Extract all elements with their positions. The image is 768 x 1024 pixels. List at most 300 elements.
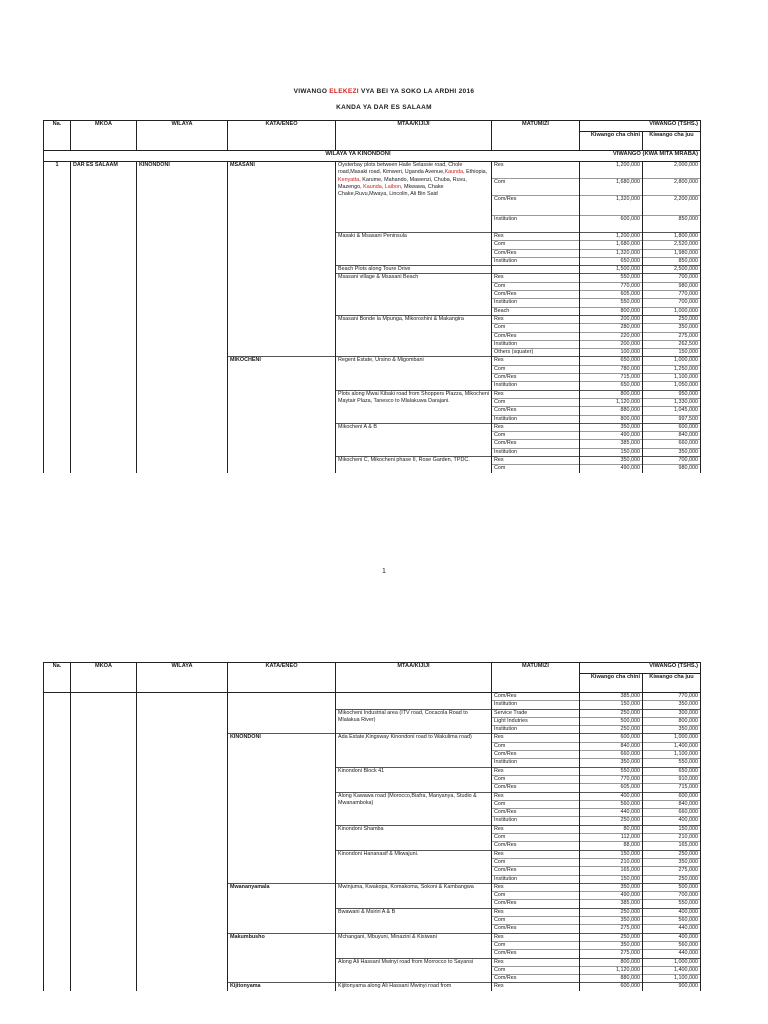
cell-kiwango-juu: 2,000,000 (643, 162, 701, 179)
cell-matumizi: Light Indutries (492, 717, 580, 725)
cell-wilaya (137, 315, 228, 323)
cell-matumizi: Res (492, 825, 580, 833)
cell-wilaya (137, 975, 228, 983)
cell-no (44, 975, 71, 983)
cell-kiwango-chini: 550,000 (580, 767, 643, 775)
cell-no (44, 349, 71, 357)
cell-mkoa (71, 751, 137, 759)
cell-kiwango-chini: 1,500,000 (580, 266, 643, 274)
cell-no (44, 374, 71, 382)
cell-kata (228, 324, 336, 332)
cell-mkoa (71, 892, 137, 900)
cell-matumizi: Res (492, 390, 580, 398)
cell-wilaya (137, 423, 228, 431)
cell-mkoa (71, 834, 137, 842)
cell-kata (228, 415, 336, 423)
cell-wilaya (137, 332, 228, 340)
cell-kiwango-chini: 250,000 (580, 933, 643, 941)
cell-no (44, 324, 71, 332)
cell-wilaya (137, 900, 228, 908)
cell-kiwango-chini: 150,000 (580, 875, 643, 883)
cell-mtaa (336, 693, 492, 710)
cell-mkoa (71, 709, 137, 717)
cell-no (44, 432, 71, 440)
cell-kiwango-juu: 1,100,000 (643, 751, 701, 759)
cell-mkoa (71, 875, 137, 883)
col-no: Na. (44, 121, 71, 151)
cell-kiwango-chini: 250,000 (580, 908, 643, 916)
col-matumizi: MATUMIZI (492, 663, 580, 693)
cell-kata (228, 850, 336, 858)
cell-wilaya (137, 282, 228, 290)
cell-mtaa: Beach Plots along Toure Drive (336, 266, 492, 274)
cell-mkoa (71, 315, 137, 323)
cell-matumizi: Com (492, 432, 580, 440)
cell-mkoa (71, 850, 137, 858)
cell-wilaya (137, 850, 228, 858)
table-row (44, 233, 701, 241)
cell-wilaya (137, 457, 228, 465)
cell-kata (228, 892, 336, 900)
page-number: 1 (382, 568, 386, 575)
cell-no (44, 966, 71, 974)
cell-mkoa (71, 307, 137, 315)
cell-kata: KINONDONI (228, 734, 336, 742)
cell-kata (228, 291, 336, 299)
cell-kata (228, 867, 336, 875)
cell-wilaya (137, 440, 228, 448)
cell-kiwango-juu: 400,000 (643, 908, 701, 916)
cell-wilaya (137, 892, 228, 900)
cell-kata (228, 717, 336, 725)
cell-kiwango-juu: 1,100,000 (643, 975, 701, 983)
cell-kiwango-juu: 350,000 (643, 858, 701, 866)
cell-mkoa (71, 274, 137, 282)
cell-matumizi: Com/Res (492, 809, 580, 817)
cell-mtaa: Mikocheni C, Mikocheni phase II, Rose Garden, TPDC. (336, 457, 492, 473)
cell-mtaa: Along Ali Hassani Mwinyi road from Morrocco to Sayansi (336, 958, 492, 983)
section-wilaya-label: WILAYA YA KINONDONI (137, 151, 580, 162)
col-juu: Kiwango cha juu (643, 132, 701, 151)
table-row (44, 457, 701, 465)
col-kata: KATA/ENEO (228, 663, 336, 693)
cell-no (44, 390, 71, 398)
col-mtaa: MTAA/KIJIJI (336, 663, 492, 693)
cell-no (44, 917, 71, 925)
cell-wilaya (137, 233, 228, 241)
cell-matumizi: Res (492, 233, 580, 241)
cell-kiwango-juu: 950,000 (643, 390, 701, 398)
cell-kiwango-juu: 550,000 (643, 900, 701, 908)
cell-kiwango-chini: 385,000 (580, 693, 643, 701)
cell-kiwango-juu: 980,000 (643, 282, 701, 290)
cell-kata (228, 196, 336, 216)
cell-kiwango-chini: 1,320,000 (580, 196, 643, 216)
cell-matumizi: Res (492, 883, 580, 891)
cell-wilaya (137, 390, 228, 398)
cell-kiwango-juu: 840,000 (643, 432, 701, 440)
cell-wilaya (137, 775, 228, 783)
cell-matumizi: Com/Res (492, 784, 580, 792)
cell-wilaya (137, 274, 228, 282)
cell-kata (228, 390, 336, 398)
cell-matumizi: Beach (492, 307, 580, 315)
cell-wilaya (137, 883, 228, 891)
cell-kiwango-chini: 350,000 (580, 917, 643, 925)
cell-wilaya (137, 249, 228, 257)
cell-kiwango-chini: 112,000 (580, 834, 643, 842)
cell-kata (228, 382, 336, 390)
cell-no (44, 291, 71, 299)
cell-mkoa (71, 407, 137, 415)
cell-matumizi: Res (492, 792, 580, 800)
cell-matumizi: Institution (492, 701, 580, 709)
cell-matumizi: Res (492, 457, 580, 465)
cell-mkoa (71, 440, 137, 448)
table-row (44, 709, 701, 717)
col-viwango: VIWANGO (TSHS.) (580, 663, 701, 674)
cell-kiwango-juu: 275,000 (643, 867, 701, 875)
cell-wilaya (137, 324, 228, 332)
cell-no (44, 941, 71, 949)
cell-kiwango-juu: 800,000 (643, 717, 701, 725)
cell-no (44, 842, 71, 850)
cell-wilaya (137, 908, 228, 916)
cell-matumizi: Res (492, 983, 580, 991)
land-price-table-page-1 (43, 120, 701, 473)
cell-kata (228, 233, 336, 241)
cell-kata (228, 693, 336, 701)
cell-kata (228, 950, 336, 958)
cell-mkoa (71, 332, 137, 340)
cell-mtaa: Mikocheni Industrial area (ITV road, Cocacola Road to Mlalakua River) (336, 709, 492, 734)
cell-kiwango-chini: 600,000 (580, 216, 643, 233)
cell-no (44, 717, 71, 725)
cell-wilaya (137, 365, 228, 373)
cell-wilaya (137, 867, 228, 875)
cell-kata (228, 332, 336, 340)
cell-no (44, 257, 71, 265)
cell-no (44, 415, 71, 423)
cell-kata (228, 941, 336, 949)
cell-mkoa (71, 415, 137, 423)
cell-kata (228, 759, 336, 767)
cell-no (44, 767, 71, 775)
cell-kiwango-juu: 1,045,000 (643, 407, 701, 415)
cell-wilaya (137, 941, 228, 949)
cell-wilaya (137, 432, 228, 440)
cell-wilaya (137, 717, 228, 725)
cell-matumizi: Com (492, 917, 580, 925)
cell-wilaya (137, 825, 228, 833)
cell-kiwango-juu: 997,500 (643, 415, 701, 423)
cell-wilaya (137, 925, 228, 933)
cell-kiwango-juu: 560,000 (643, 941, 701, 949)
cell-no (44, 800, 71, 808)
cell-wilaya (137, 349, 228, 357)
cell-kata (228, 809, 336, 817)
cell-mkoa (71, 299, 137, 307)
cell-kiwango-juu: 660,000 (643, 809, 701, 817)
cell-kata (228, 365, 336, 373)
cell-mtaa: Kinondoni Shamba (336, 825, 492, 850)
cell-mkoa (71, 423, 137, 431)
cell-no (44, 423, 71, 431)
cell-wilaya (137, 701, 228, 709)
cell-wilaya: KINONDONI (137, 162, 228, 179)
cell-wilaya (137, 792, 228, 800)
cell-no (44, 693, 71, 701)
cell-kiwango-juu: 650,000 (643, 767, 701, 775)
cell-kata (228, 842, 336, 850)
cell-mkoa (71, 800, 137, 808)
cell-wilaya (137, 216, 228, 233)
cell-kiwango-chini: 440,000 (580, 809, 643, 817)
cell-mtaa: Msasani Bonde la Mpunga, Mikoroshini & Makangira (336, 315, 492, 356)
cell-wilaya (137, 357, 228, 365)
cell-kiwango-juu: 1,980,000 (643, 249, 701, 257)
cell-kiwango-chini: 660,000 (580, 751, 643, 759)
cell-kata (228, 900, 336, 908)
cell-kiwango-chini: 550,000 (580, 299, 643, 307)
cell-no (44, 274, 71, 282)
cell-wilaya (137, 179, 228, 196)
cell-no (44, 775, 71, 783)
cell-mkoa (71, 809, 137, 817)
cell-mtaa: Kinondoni Hananasif & Mkwajuni. (336, 850, 492, 883)
cell-kata (228, 407, 336, 415)
cell-kiwango-juu: 700,000 (643, 274, 701, 282)
cell-no (44, 792, 71, 800)
cell-kata (228, 274, 336, 282)
cell-kata (228, 701, 336, 709)
table-row (44, 266, 701, 274)
cell-no (44, 307, 71, 315)
cell-kiwango-juu: 550,000 (643, 759, 701, 767)
cell-mtaa: Mwinjuma, Kwakopa, Komakoma, Sokoni & Kambangwa (336, 883, 492, 908)
cell-mkoa (71, 726, 137, 734)
col-chini: Kiwango cha chini (580, 674, 643, 693)
cell-no (44, 726, 71, 734)
cell-mtaa: Masaki & Msasani Peninsula (336, 233, 492, 266)
cell-mkoa (71, 825, 137, 833)
cell-kata (228, 457, 336, 465)
cell-no (44, 382, 71, 390)
cell-kata (228, 966, 336, 974)
cell-matumizi: Com/Res (492, 925, 580, 933)
cell-wilaya (137, 742, 228, 750)
section-row (44, 151, 701, 162)
col-kata: KATA/ENEO (228, 121, 336, 151)
cell-no (44, 249, 71, 257)
cell-kiwango-chini: 1,680,000 (580, 241, 643, 249)
cell-wilaya (137, 958, 228, 966)
cell-kata: MSASANI (228, 162, 336, 179)
cell-matumizi: Res (492, 767, 580, 775)
cell-matumizi: Res (492, 274, 580, 282)
cell-kata (228, 908, 336, 916)
cell-mkoa (71, 958, 137, 966)
cell-wilaya (137, 257, 228, 265)
cell-kiwango-juu: 850,000 (643, 216, 701, 233)
cell-no (44, 299, 71, 307)
cell-kiwango-chini: 280,000 (580, 324, 643, 332)
col-wilaya: WILAYA (137, 121, 228, 151)
cell-kiwango-juu: 910,000 (643, 775, 701, 783)
cell-kiwango-chini: 220,000 (580, 332, 643, 340)
cell-kiwango-chini: 350,000 (580, 883, 643, 891)
cell-mtaa-oysterbay: Oysterbay plots between Haile Selassie road, Chole road,Masaki road, Kimweri, Uganda Avenue,Kaunda, Ethiopia, Kenyatta, Karume, Mahando, Mawenzi, Chuba, Ruvu, Mazengo, Kaunda, Laibon, Mkwawa, Chake Chake,Ruvu,Mwaya, Lincolin, Ali Bin Said (336, 162, 492, 233)
cell-kiwango-chini: 800,000 (580, 415, 643, 423)
cell-mkoa (71, 233, 137, 241)
cell-no (44, 751, 71, 759)
cell-kiwango-juu: 350,000 (643, 324, 701, 332)
cell-no (44, 407, 71, 415)
cell-matumizi: Res (492, 423, 580, 431)
cell-wilaya (137, 817, 228, 825)
cell-kata (228, 775, 336, 783)
cell-mkoa (71, 842, 137, 850)
cell-no (44, 875, 71, 883)
cell-kata (228, 249, 336, 257)
cell-matumizi: Institution (492, 382, 580, 390)
cell-kiwango-chini: 880,000 (580, 407, 643, 415)
cell-mkoa (71, 448, 137, 456)
cell-kata (228, 925, 336, 933)
cell-wilaya (137, 751, 228, 759)
table-row (44, 908, 701, 916)
cell-kata (228, 398, 336, 406)
cell-kiwango-chini: 650,000 (580, 357, 643, 365)
cell-kiwango-juu: 700,000 (643, 457, 701, 465)
cell-wilaya (137, 415, 228, 423)
cell-mkoa (71, 432, 137, 440)
cell-kata (228, 709, 336, 717)
cell-mkoa (71, 917, 137, 925)
cell-matumizi: Com (492, 941, 580, 949)
cell-matumizi (492, 266, 580, 274)
cell-wilaya (137, 307, 228, 315)
cell-mkoa (71, 933, 137, 941)
cell-kiwango-chini: 490,000 (580, 432, 643, 440)
cell-kiwango-juu: 500,000 (643, 883, 701, 891)
table-row (44, 883, 701, 891)
cell-kiwango-chini: 780,000 (580, 365, 643, 373)
table-row (44, 274, 701, 282)
col-mkoa: MKOA (71, 663, 137, 693)
cell-kiwango-juu: 1,800,000 (643, 233, 701, 241)
col-no: Na. (44, 663, 71, 693)
cell-kata (228, 448, 336, 456)
cell-kiwango-chini: 275,000 (580, 950, 643, 958)
cell-matumizi: Com (492, 892, 580, 900)
cell-no (44, 196, 71, 216)
cell-mkoa (71, 179, 137, 196)
cell-wilaya (137, 465, 228, 473)
cell-no (44, 983, 71, 991)
cell-matumizi: Res (492, 162, 580, 179)
cell-mkoa (71, 249, 137, 257)
cell-kata (228, 179, 336, 196)
cell-kiwango-juu: 1,000,000 (643, 307, 701, 315)
cell-wilaya (137, 917, 228, 925)
cell-matumizi: Com/Res (492, 249, 580, 257)
cell-kata: Kijitonyama (228, 983, 336, 991)
cell-matumizi: Institution (492, 340, 580, 348)
cell-kiwango-chini: 650,000 (580, 382, 643, 390)
cell-mkoa (71, 900, 137, 908)
cell-mkoa (71, 465, 137, 473)
cell-kata (228, 307, 336, 315)
cell-wilaya (137, 448, 228, 456)
cell-mtaa: Along Kawawa road (Morocco,Biafra, Manyanya, Studio & Mwanamboka) (336, 792, 492, 825)
cell-wilaya (137, 340, 228, 348)
cell-no (44, 233, 71, 241)
cell-mkoa (71, 457, 137, 465)
table-row (44, 850, 701, 858)
cell-kiwango-chini: 275,000 (580, 925, 643, 933)
cell-mkoa (71, 374, 137, 382)
cell-no (44, 908, 71, 916)
cell-mkoa (71, 858, 137, 866)
cell-wilaya (137, 374, 228, 382)
cell-mkoa (71, 966, 137, 974)
cell-kata (228, 834, 336, 842)
cell-no (44, 179, 71, 196)
cell-kiwango-chini: 165,000 (580, 867, 643, 875)
cell-wilaya (137, 800, 228, 808)
cell-kata (228, 975, 336, 983)
cell-matumizi: Service Trade (492, 709, 580, 717)
cell-matumizi: Institution (492, 448, 580, 456)
cell-wilaya (137, 933, 228, 941)
cell-kiwango-chini: 560,000 (580, 800, 643, 808)
cell-kiwango-juu: 250,000 (643, 315, 701, 323)
cell-kiwango-chini: 400,000 (580, 792, 643, 800)
cell-kiwango-juu: 165,000 (643, 842, 701, 850)
cell-mtaa: Bwawani & Msiriri A & B (336, 908, 492, 933)
cell-kiwango-juu: 770,000 (643, 291, 701, 299)
cell-kiwango-chini: 500,000 (580, 717, 643, 725)
cell-kiwango-juu: 2,500,000 (643, 266, 701, 274)
cell-matumizi: Com (492, 465, 580, 473)
cell-matumizi: Institution (492, 759, 580, 767)
cell-mtaa: Regent Estate, Ursino & Migombani (336, 357, 492, 390)
cell-kiwango-chini: 200,000 (580, 315, 643, 323)
cell-wilaya (137, 809, 228, 817)
cell-kata (228, 423, 336, 431)
cell-mkoa (71, 241, 137, 249)
cell-wilaya (137, 266, 228, 274)
cell-kata (228, 315, 336, 323)
cell-no (44, 266, 71, 274)
cell-matumizi: Institution (492, 875, 580, 883)
cell-kiwango-juu: 770,000 (643, 693, 701, 701)
cell-matumizi: Institution (492, 817, 580, 825)
cell-kiwango-chini: 800,000 (580, 307, 643, 315)
cell-no (44, 440, 71, 448)
cell-kata (228, 825, 336, 833)
cell-mtaa: Mchangani, Mbuyuni, Minazini & Kisiwani (336, 933, 492, 958)
cell-no (44, 900, 71, 908)
cell-wilaya (137, 858, 228, 866)
cell-mkoa (71, 196, 137, 216)
cell-matumizi: Com/Res (492, 291, 580, 299)
cell-kata (228, 767, 336, 775)
section-viwango-label: VIWANGO (KWA MITA MRABA) (580, 151, 701, 162)
cell-matumizi: Institution (492, 257, 580, 265)
cell-mkoa (71, 216, 137, 233)
